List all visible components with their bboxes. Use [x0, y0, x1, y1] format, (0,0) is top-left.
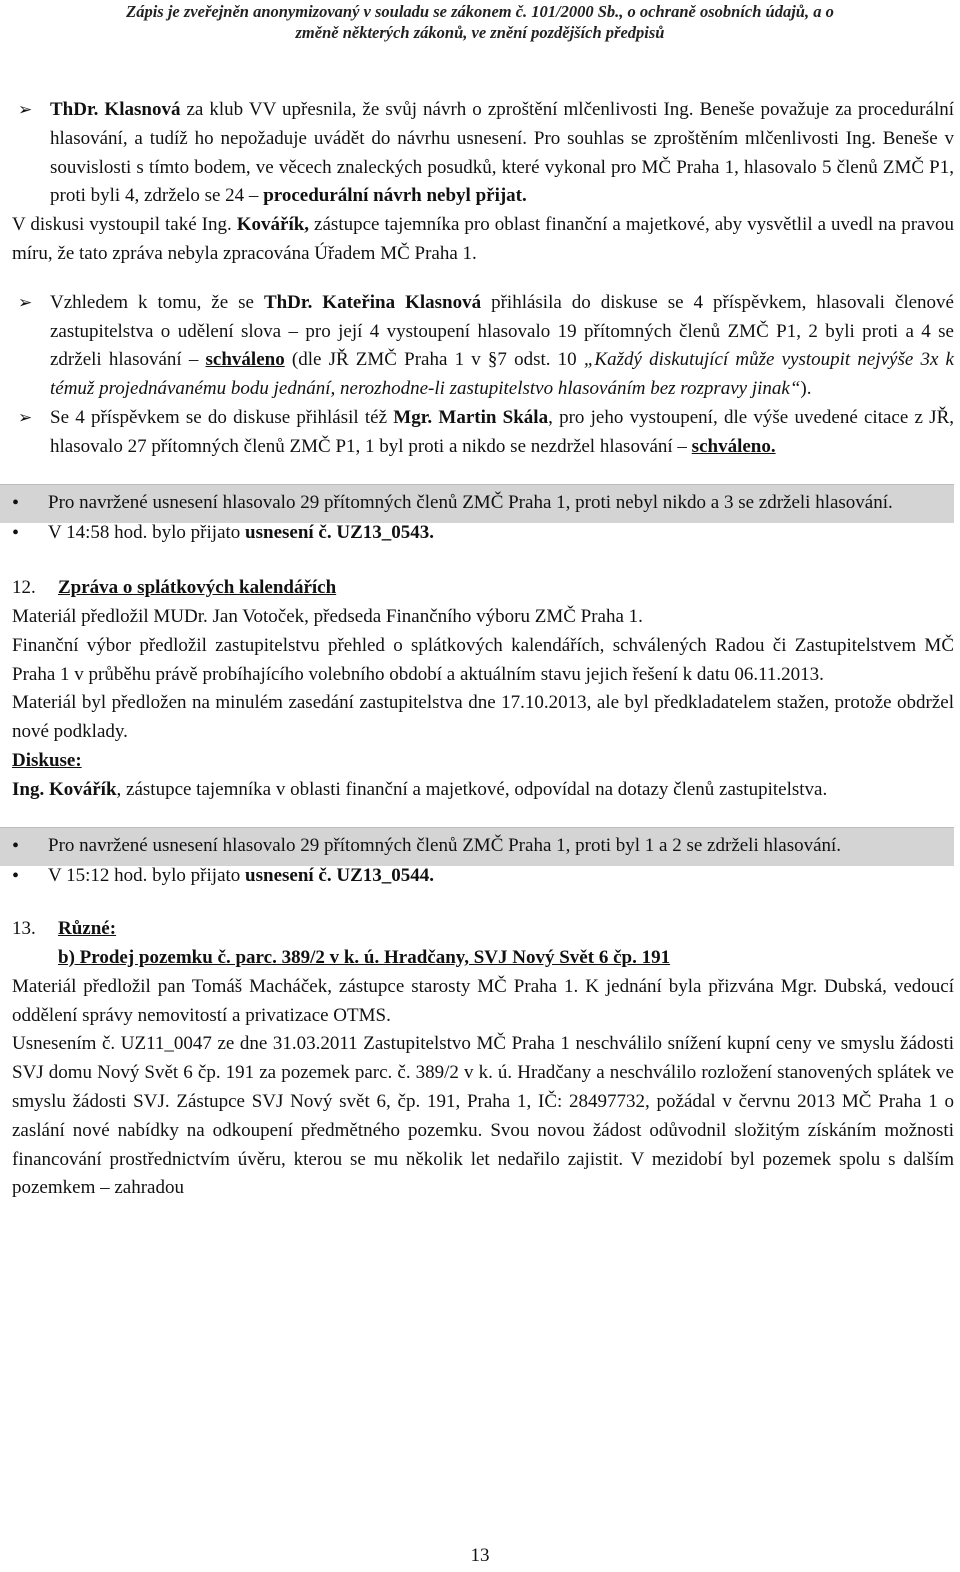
resolution-adopted-1: • V 14:58 hod. bylo přijato usnesení č. UZ13_0543. — [12, 519, 954, 548]
arrow-paragraph-klasnova: ➢ ThDr. Klasnová za klub VV upřesnila, že svůj návrh o zproštění mlčenlivosti Ing. Beneše považuje za procedurální hlasování, a tudíž ho nepožaduje uvádět do návrhu usnesení. Pro souhlas se zproštěním mlčenlivosti Ing. Beneše v souvislosti s tímto bodem, ve věcech znaleckých posudků, které vykonal pro MČ Praha 1, hlasovalo 5 členů ZMČ P1, proti byli 4, zdrželo se 24 – procedurální návrh nebyl přijat. — [12, 96, 954, 211]
section-12-heading: 12. Zpráva o splátkových kalendářích — [12, 577, 337, 599]
arrow-paragraph-skala: ➢ Se 4 příspěvkem se do diskuse přihlásil též Mgr. Martin Skála, pro jeho vystoupení, dle výše uvedené citace z JŘ, hlasovalo 27 přítomných členů ZMČ P1, 1 byl proti a nikdo se nezdržel hlasování – schváleno. — [12, 404, 954, 462]
arrow-bullet-icon: ➢ — [18, 292, 33, 313]
section-12-presenter: Materiál předložil MUDr. Jan Votoček, předseda Finančního výboru ZMČ Praha 1. — [12, 605, 643, 627]
notice-line-1: Zápis je zveřejněn anonymizovaný v souladu se zákonem č. 101/2000 Sb., o ochraně osobních údajů, a o — [126, 2, 834, 21]
discussion-kovarik: V diskusi vystoupil také Ing. Kovářík, zástupce tajemníka pro oblast finanční a majetkové, aby vysvětlil a uvedl na pravou míru, že tato zpráva nebyla zpracována Úřadem MČ Praha 1. — [12, 214, 954, 264]
notice-line-2: změně některých zákonů, ve znění pozdějších předpisů — [295, 23, 665, 42]
arrow-paragraph-vote-speech: ➢ Vzhledem k tomu, že se ThDr. Kateřina Klasnová přihlásila do diskuse se 4 příspěvkem, hlasovali členové zastupitelstva o udělení slova – pro její 4 vystoupení hlasovalo 19 přítomných členů ZMČ P1, 2 byli proti a 4 se zdrželi hlasování – schváleno (dle JŘ ZMČ Praha 1 v §7 odst. 10 „Každý diskutující může vystoupit nejvýše 3x k témuž projednávanému bodu jednání, nerozhodne-li zastupitelstvo hlasováním bez rozpravy jinak“). — [12, 289, 954, 404]
arrow-bullet-icon: ➢ — [18, 100, 33, 120]
section-13-heading: 13. Různé: — [12, 918, 117, 940]
section-13-presenter: Materiál předložil pan Tomáš Macháček, zástupce starosty MČ Praha 1. K jednání byla přizvána Mgr. Dubská, vedoucí oddělení správy nemovitostí a privatizace OTMS. — [12, 975, 954, 1026]
vote-tally: • Pro navržené usnesení hlasovalo 29 přítomných členů ZMČ Praha 1, proti byl 1 a 2 se zdrželi hlasování. — [12, 832, 954, 861]
bullet-dot-icon: • — [12, 834, 20, 857]
bullet-dot-icon: • — [12, 491, 20, 514]
section-13-resolution-history: Usnesením č. UZ11_0047 ze dne 31.03.2011 Zastupitelstvo MČ Praha 1 neschválilo snížení kupní ceny ve smyslu žádosti SVJ domu Nový Svět 6 čp. 191 za pozemek parc. č. 389/2 v k. ú. Hradčany a neschválilo rozložení stanovených splátek ve smyslu žádosti SVJ. Zástupce SVJ Nový svět 6, čp. 191, Praha 1, IČ: 28497732, požádal v červnu 2013 MČ Praha 1 o zaslání nové nabídky na odkoupení předmětného pozemku. Svou novou žádost odůvodnil složitým získáním možnosti financování prostřednictvím úvěru, kterou se mu několik let nedařilo zajistit. V mezidobí byl pozemek spolu s dalším pozemkem – zahradou — [12, 1033, 954, 1199]
discussion-heading: Diskuse: — [12, 749, 82, 771]
vote-result-box-1 — [0, 484, 954, 524]
anonymization-notice — [0, 0, 960, 45]
vote-result-box-2 — [0, 827, 954, 867]
discussion-kovarik-answer: Ing. Kovářík, zástupce tajemníka v oblasti finanční a majetkové, odpovídal na dotazy členů zastupitelstva. — [12, 778, 828, 800]
section-12-history: Materiál byl předložen na minulém zasedání zastupitelstva dne 17.10.2013, ale byl předkladatelem stažen, protože obdržel nové podklady. — [12, 692, 954, 743]
document-body — [12, 96, 954, 1203]
vote-tally: • Pro navržené usnesení hlasovalo 29 přítomných členů ZMČ Praha 1, proti nebyl nikdo a 3 se zdrželi hlasování. — [12, 489, 954, 518]
section-12-description: Finanční výbor předložil zastupitelstvu přehled o splátkových kalendářích, schválených Radou či Zastupitelstvem MČ Praha 1 v průběhu právě probíhajícího volebního období a aktuálním stavu jejich řešení k datu 06.11.2013. — [12, 634, 954, 685]
bullet-dot-icon: • — [12, 522, 20, 545]
section-13-subheading: b) Prodej pozemku č. parc. 389/2 v k. ú. Hradčany, SVJ Nový Svět 6 čp. 191 — [58, 946, 671, 968]
page-number: 13 — [470, 1545, 490, 1566]
bullet-dot-icon: • — [12, 865, 20, 888]
resolution-adopted-2: • V 15:12 hod. bylo přijato usnesení č. UZ13_0544. — [12, 862, 954, 891]
arrow-bullet-icon: ➢ — [18, 407, 33, 428]
